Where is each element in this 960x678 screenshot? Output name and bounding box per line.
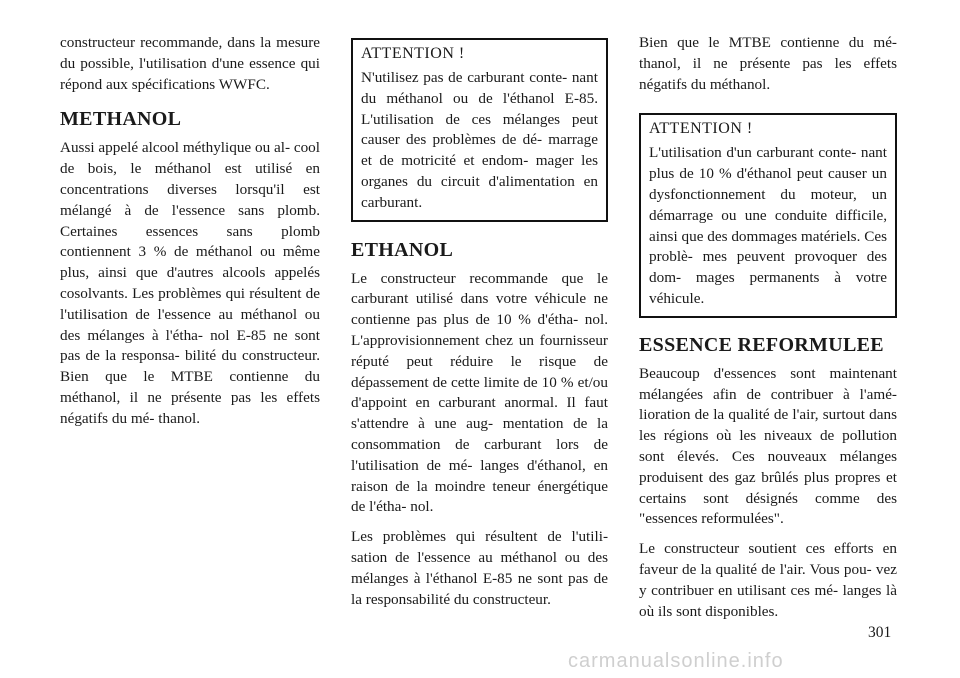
column-right [639, 0, 897, 631]
paragraph-reformulee-2: Le constructeur soutient ces efforts en faveur de la qualité de l'air. Vous pou- vez y contribuer en utilisant ces mé- langes là où ils sont disponibles. [639, 540, 897, 620]
paragraph-ethanol-2: Les problèmes qui résultent de l'utili- sation de l'essence au méthanol ou des mélanges à l'éthanol E-85 ne sont pas de la responsabilité du constructeur. [351, 528, 608, 608]
warning-box-fuel [351, 38, 608, 222]
heading-essence-reformulee: ESSENCE REFORMULEE [639, 333, 884, 356]
paragraph-mtbe: Bien que le MTBE contienne du mé- thanol, il ne présente pas les effets négatifs du méthanol. [639, 34, 897, 93]
watermark: carmanualsonline.info [568, 650, 784, 672]
page-number: 301 [868, 624, 892, 641]
warning-title: ATTENTION ! [361, 45, 465, 62]
paragraph-reformulee-1: Beaucoup d'essences sont maintenant mélangées afin de contribuer à l'amé- lioration de la qualité de l'air, surtout dans les régions où les niveaux de pollution sont élevés. Ces nouveaux mélanges produisent des gaz brûlés plus propres et certains sont désignés comme des "essences reformulées". [639, 364, 897, 528]
column-left [60, 0, 320, 439]
paragraph-intro: constructeur recommande, dans la mesure du possible, l'utilisation d'une essence qui répond aux spécifications WWFC. [60, 34, 320, 93]
heading-methanol: METHANOL [60, 108, 182, 131]
warning-text: L'utilisation d'un carburant conte- nant plus de 10 % d'éthanol peut causer un dysfonctionnement du moteur, un démarrage ou une conduite difficile, ainsi que des dommages matériels. Ces problè- mes peuvent provoquer des dom- mages permanents à votre véhicule. [649, 144, 887, 307]
paragraph-methanol: Aussi appelé alcool méthylique ou al- cool de bois, le méthanol est utilisé en concentrations diverses lorsqu'il est mélangé à de l'essence sans plomb. Certaines essences sans plomb contiennent 3 % de méthanol ou même plus, ainsi que d'autres alcools appelés cosolvants. Les problèmes qui résultent de l'utilisation de l'essence au méthanol ou des mélanges à l'étha- nol E-85 ne sont pas de la responsa- bilité du constructeur. Bien que le MTBE contienne du méthanol, il ne présente pas les effets négatifs du mé- thanol. [60, 139, 320, 427]
paragraph-ethanol-1: Le constructeur recommande que le carburant utilisé dans votre véhicule ne contienne pas plus de 10 % d'étha- nol. L'approvisionnement chez un fournisseur réputé peut réduire le risque de dépassement de cette limite de 10 % et/ou d'appoint en carburant anormal. Il faut s'attendre à une aug- mentation de la consommation de carburant lors de l'utilisation de mé- langes d'éthanol, en raison de la moindre teneur énergétique de l'étha- nol. [351, 269, 608, 516]
warning-box-ethanol [639, 113, 897, 317]
heading-ethanol: ETHANOL [351, 238, 454, 261]
column-middle [351, 0, 608, 619]
warning-text: N'utilisez pas de carburant conte- nant du méthanol ou de l'éthanol E-85. L'utilisation de ces mélanges peut causer des problèmes de dé- marrage et de motricité et endom- mager les organes du circuit d'alimentation en carburant. [361, 69, 598, 211]
warning-title: ATTENTION ! [649, 120, 753, 138]
